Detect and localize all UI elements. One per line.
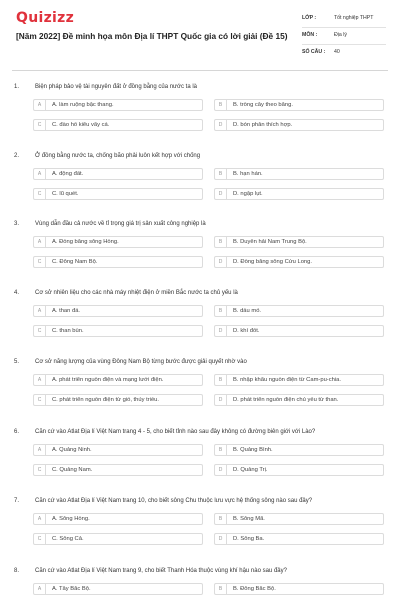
question-number: 3. — [14, 221, 20, 227]
option-c[interactable] — [33, 119, 203, 131]
option-text: B. Duyên hải Nam Trung Bộ. — [233, 239, 307, 245]
meta-row-subject — [302, 28, 386, 45]
option-letter: D — [215, 120, 227, 130]
option-text: A. động đất. — [52, 171, 84, 177]
option-text: B. nhập khẩu nguồn điện từ Cam-pu-chia. — [233, 377, 341, 383]
option-c[interactable] — [33, 533, 203, 545]
option-text: B. Sông Mã. — [233, 516, 265, 522]
question-text: Ở đồng bằng nước ta, chống bão phải luôn kết hợp với chống — [35, 153, 201, 159]
option-d[interactable] — [214, 256, 384, 268]
meta-value-question-count: 40 — [334, 49, 340, 55]
question-text: Cơ sở nhiên liệu cho các nhà máy nhiệt điện ở miền Bắc nước ta chủ yếu là — [35, 290, 238, 296]
question-1 — [0, 74, 400, 146]
option-d[interactable] — [214, 394, 384, 406]
worksheet-header — [0, 0, 400, 62]
option-letter: B — [215, 237, 227, 247]
option-text: A. Quảng Ninh. — [52, 447, 92, 453]
question-number: 5. — [14, 359, 20, 365]
option-text: C. Sông Cả. — [52, 536, 84, 542]
option-d[interactable] — [214, 188, 384, 200]
meta-row-class — [302, 11, 386, 28]
option-a[interactable] — [33, 374, 203, 386]
option-b[interactable] — [214, 236, 384, 248]
option-letter: A — [34, 514, 46, 524]
question-number: 4. — [14, 290, 20, 296]
question-8 — [0, 558, 400, 600]
option-letter: D — [215, 326, 227, 336]
meta-key-class: LỚP : — [302, 15, 317, 21]
option-letter: C — [34, 257, 46, 267]
option-letter: D — [215, 189, 227, 199]
option-a[interactable] — [33, 513, 203, 525]
worksheet-meta — [302, 11, 386, 62]
option-letter: A — [34, 237, 46, 247]
option-a[interactable] — [33, 99, 203, 111]
option-d[interactable] — [214, 119, 384, 131]
option-d[interactable] — [214, 325, 384, 337]
option-b[interactable] — [214, 374, 384, 386]
question-text: Căn cứ vào Atlat Địa lí Việt Nam trang 9, cho biết Thanh Hóa thuộc vùng khí hậu nào sau đây? — [35, 568, 287, 574]
meta-value-subject: Địa lý — [334, 32, 347, 38]
option-letter: A — [34, 375, 46, 385]
question-number: 7. — [14, 498, 20, 504]
option-b[interactable] — [214, 99, 384, 111]
option-text: A. Sông Hồng. — [52, 516, 90, 522]
question-3 — [0, 211, 400, 283]
option-letter: B — [215, 514, 227, 524]
option-d[interactable] — [214, 464, 384, 476]
option-text: D. khí đốt. — [233, 328, 260, 334]
option-text: C. phát triển nguồn điện từ gió, thủy triều. — [52, 397, 160, 403]
option-b[interactable] — [214, 513, 384, 525]
option-c[interactable] — [33, 188, 203, 200]
option-a[interactable] — [33, 583, 203, 595]
question-6 — [0, 419, 400, 491]
option-text: A. Tây Bắc Bộ. — [52, 586, 91, 592]
option-text: C. Đông Nam Bộ. — [52, 259, 98, 265]
option-c[interactable] — [33, 325, 203, 337]
meta-key-subject: MÔN : — [302, 32, 318, 38]
option-a[interactable] — [33, 444, 203, 456]
option-letter: A — [34, 169, 46, 179]
option-b[interactable] — [214, 444, 384, 456]
option-letter: C — [34, 465, 46, 475]
option-text: D. Sông Ba. — [233, 536, 265, 542]
option-text: A. than đá. — [52, 308, 81, 314]
option-b[interactable] — [214, 168, 384, 180]
option-letter: B — [215, 169, 227, 179]
question-text: Căn cứ vào Atlat Địa lí Việt Nam trang 10, cho biết sông Chu thuộc lưu vực hệ thống sông nào sau đây? — [35, 498, 313, 504]
header-divider — [12, 70, 388, 71]
option-c[interactable] — [33, 256, 203, 268]
question-number: 1. — [14, 84, 20, 90]
option-text: B. dầu mỏ. — [233, 308, 262, 314]
option-letter: C — [34, 120, 46, 130]
option-text: D. phát triển nguồn điện chủ yếu từ than. — [233, 397, 339, 403]
option-letter: C — [34, 326, 46, 336]
option-a[interactable] — [33, 236, 203, 248]
option-letter: D — [215, 534, 227, 544]
option-b[interactable] — [214, 305, 384, 317]
option-text: C. lũ quét. — [52, 191, 79, 197]
option-letter: B — [215, 375, 227, 385]
option-letter: D — [215, 395, 227, 405]
question-2 — [0, 143, 400, 215]
option-text: B. hạn hán. — [233, 171, 263, 177]
option-letter: C — [34, 395, 46, 405]
question-text: Vùng dẫn đầu cả nước về tỉ trọng giá trị sản xuất công nghiệp là — [35, 221, 206, 227]
option-letter: C — [34, 189, 46, 199]
option-c[interactable] — [33, 464, 203, 476]
option-text: A. làm ruộng bậc thang. — [52, 102, 114, 108]
option-letter: B — [215, 584, 227, 594]
option-letter: B — [215, 306, 227, 316]
option-text: B. Quảng Bình. — [233, 447, 273, 453]
option-letter: B — [215, 445, 227, 455]
option-d[interactable] — [214, 533, 384, 545]
option-text: D. ngập lụt. — [233, 191, 263, 197]
option-c[interactable] — [33, 394, 203, 406]
question-5 — [0, 349, 400, 421]
option-text: C. Quảng Nam. — [52, 467, 93, 473]
option-text: C. đào hố kiểu vẩy cá. — [52, 122, 110, 128]
option-text: D. bón phân thích hợp. — [233, 122, 293, 128]
option-a[interactable] — [33, 168, 203, 180]
question-text: Cơ sở năng lượng của vùng Đông Nam Bộ từng bước được giải quyết nhờ vào — [35, 359, 247, 365]
option-a[interactable] — [33, 305, 203, 317]
option-letter: D — [215, 465, 227, 475]
option-text: D. Quảng Trị. — [233, 467, 268, 473]
option-b[interactable] — [214, 583, 384, 595]
question-4 — [0, 280, 400, 352]
question-7 — [0, 488, 400, 560]
question-number: 2. — [14, 153, 20, 159]
option-letter: A — [34, 584, 46, 594]
option-letter: A — [34, 100, 46, 110]
option-letter: A — [34, 306, 46, 316]
question-number: 8. — [14, 568, 20, 574]
option-letter: A — [34, 445, 46, 455]
option-letter: D — [215, 257, 227, 267]
question-text: Căn cứ vào Atlat Địa lí Việt Nam trang 4 - 5, cho biết tỉnh nào sau đây không có đường biên giới với Lào? — [35, 429, 316, 435]
option-text: D. Đồng bằng sông Cửu Long. — [233, 259, 312, 265]
option-text: A. Đồng bằng sông Hồng. — [52, 239, 119, 245]
option-letter: B — [215, 100, 227, 110]
option-text: B. Đông Bắc Bộ. — [233, 586, 276, 592]
worksheet-title: [Năm 2022] Đề minh họa môn Địa lí THPT Quốc gia có lời giải (Đề 15) — [16, 31, 288, 41]
meta-row-question-count — [302, 45, 386, 62]
option-letter: C — [34, 534, 46, 544]
quizizz-logo: Quizizz — [16, 10, 75, 26]
question-number: 6. — [14, 429, 20, 435]
meta-key-question-count: SỐ CÂU : — [302, 49, 326, 55]
meta-value-class: Tốt nghiệp THPT — [334, 15, 374, 21]
option-text: C. than bùn. — [52, 328, 84, 334]
option-text: B. trồng cây theo băng. — [233, 102, 293, 108]
option-text: A. phát triển nguồn điện và mạng lưới điện. — [52, 377, 164, 383]
question-text: Biện pháp bảo vệ tài nguyên đất ở đồng bằng của nước ta là — [35, 84, 198, 90]
